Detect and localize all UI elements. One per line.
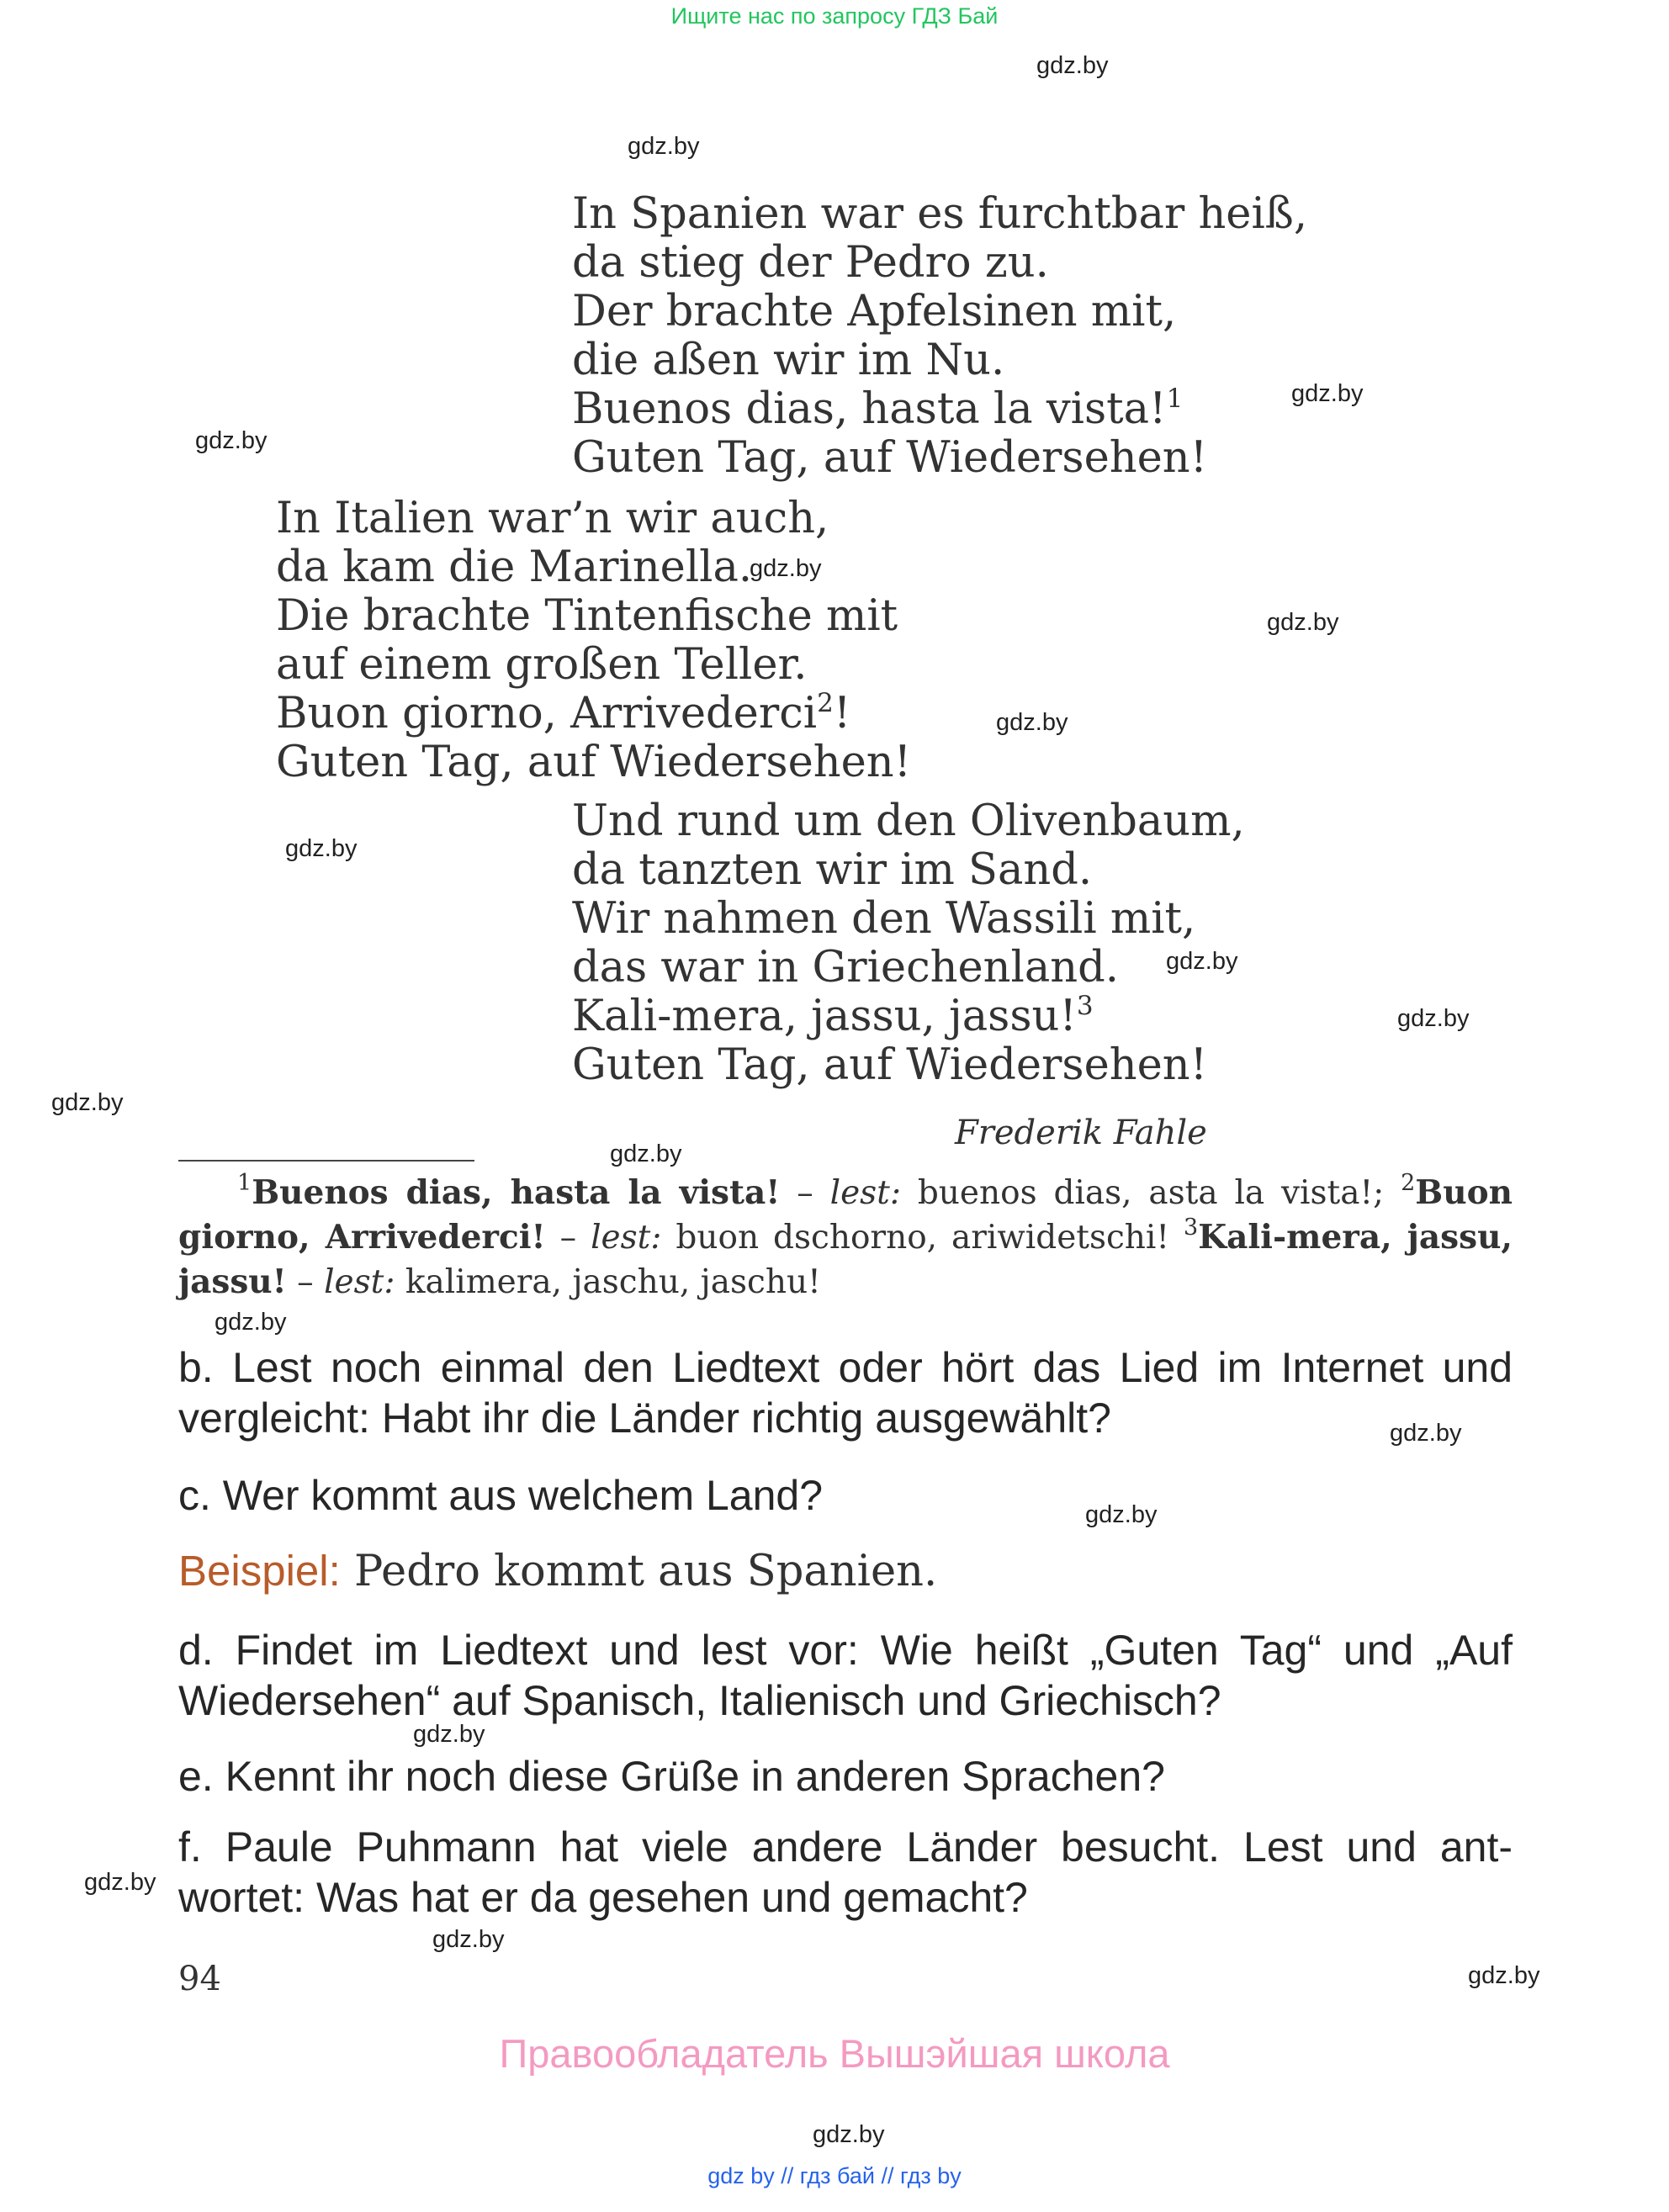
- search-banner: Ищите нас по запросу ГДЗ Бай: [670, 3, 999, 29]
- watermark: gdz.by: [1291, 380, 1364, 407]
- poem-stanza-2: [276, 495, 911, 787]
- watermark: gdz.by: [1166, 948, 1238, 975]
- poem-line: In Spanien war es furchtbar heiß,: [572, 189, 1308, 239]
- example: [178, 1546, 937, 1596]
- watermark: gdz.by: [413, 1721, 485, 1748]
- task-b: b. Lest noch einmal den Liedtext oder hört das Lied im Internet und vergleicht: Habt ihr die Länder richtig ausgewählt?: [178, 1344, 1513, 1442]
- watermark: gdz.by: [1036, 52, 1109, 79]
- poem-stanza-3: [572, 797, 1245, 1090]
- footnote-mark: 1: [1166, 384, 1184, 414]
- watermark: gdz.by: [750, 555, 822, 582]
- poem-line: Guten Tag, auf Wiedersehen!: [572, 433, 1208, 483]
- watermark: gdz.by: [996, 709, 1068, 736]
- footnote-line: jassu! – lest: kalimera, jaschu, jaschu!: [178, 1262, 821, 1301]
- watermark: gdz.by: [1085, 1501, 1158, 1528]
- task-c: c. Wer kommt aus welchem Land?: [178, 1472, 824, 1519]
- watermark: gdz.by: [1267, 609, 1339, 636]
- poem-stanza-1: [572, 190, 1307, 483]
- poem-line: Guten Tag, auf Wiedersehen!: [276, 738, 912, 787]
- poem-line: Kali-mera, jassu, jassu!$^3$: [572, 991, 1094, 1041]
- poem-line: Und rund um den Olivenbaum,: [572, 796, 1245, 846]
- watermark: gdz.by: [1468, 1962, 1540, 1989]
- watermark: gdz.by: [610, 1140, 682, 1167]
- footnote-line: $^1$Buenos dias, hasta la vista! – lest: buenos dias, asta la vista!; $^2$Buon: [237, 1170, 1513, 1212]
- poem-line: Der brachte Apfelsinen mit,: [572, 287, 1177, 336]
- footer-links[interactable]: gdz by // гдз бай // гдз by: [707, 2163, 962, 2188]
- poem-line: Wir nahmen den Wassili mit,: [572, 894, 1196, 944]
- example-label: Beispiel:: [178, 1547, 341, 1595]
- poem-line: das war in Griechenland.: [572, 943, 1119, 992]
- watermark: gdz.by: [432, 1926, 505, 1953]
- footnote-divider: [178, 1160, 474, 1162]
- watermark: gdz.by: [285, 835, 358, 862]
- page-number: 94: [178, 1960, 221, 1998]
- poem-line: Buenos dias, hasta la vista!$^1$: [572, 384, 1184, 434]
- poem-line: da tanzten wir im Sand.: [572, 845, 1093, 895]
- watermark: gdz.by: [51, 1089, 124, 1116]
- copyright-notice: Правообладатель Вышэйшая школа: [499, 2031, 1170, 2076]
- poem-line: auf einem großen Teller.: [276, 640, 808, 690]
- task-e: e. Kennt ihr noch diese Grüße in anderen Sprachen?: [178, 1753, 1165, 1800]
- poem-line: die aßen wir im Nu.: [572, 336, 1005, 385]
- poem-line: da kam die Marinella.: [276, 542, 753, 592]
- footnotes: [178, 1171, 1513, 1304]
- poem-author: Frederik Fahle: [955, 1114, 1207, 1152]
- poem-line: Buon giorno, Arrivederci$^2$!: [276, 688, 851, 738]
- task-d: d. Findet im Liedtext und lest vor: Wie heißt „Guten Tag“ und „Auf Wiedersehen“ auf Spanisch, Italienisch und Griechisch?: [178, 1627, 1513, 1724]
- poem-line: In Italien war’n wir auch,: [276, 494, 829, 543]
- watermark: gdz.by: [628, 133, 700, 160]
- example-text: Pedro kommt aus Spanien.: [340, 1547, 938, 1596]
- poem-line: Guten Tag, auf Wiedersehen!: [572, 1040, 1208, 1090]
- watermark: gdz.by: [1390, 1420, 1462, 1447]
- poem-line: Die brachte Tintenfische mit: [276, 591, 898, 641]
- footnote-mark: 3: [1076, 991, 1094, 1021]
- footnote-line: giorno, Arrivederci! – lest: buon dschorno, ariwidetschi! $^3$Kali-mera, jassu,: [178, 1214, 1513, 1257]
- footnote-mark: 2: [817, 688, 834, 718]
- watermark: gdz.by: [195, 427, 268, 454]
- watermark: gdz.by: [84, 1869, 156, 1896]
- watermark: gdz.by: [215, 1309, 287, 1336]
- watermark: gdz.by: [813, 2121, 885, 2148]
- task-f: f. Paule Puhmann hat viele andere Länder besucht. Lest und ant- wortet: Was hat er da gesehen und gemacht?: [178, 1823, 1513, 1921]
- watermark: gdz.by: [1397, 1005, 1470, 1032]
- poem-line: da stieg der Pedro zu.: [572, 238, 1049, 288]
